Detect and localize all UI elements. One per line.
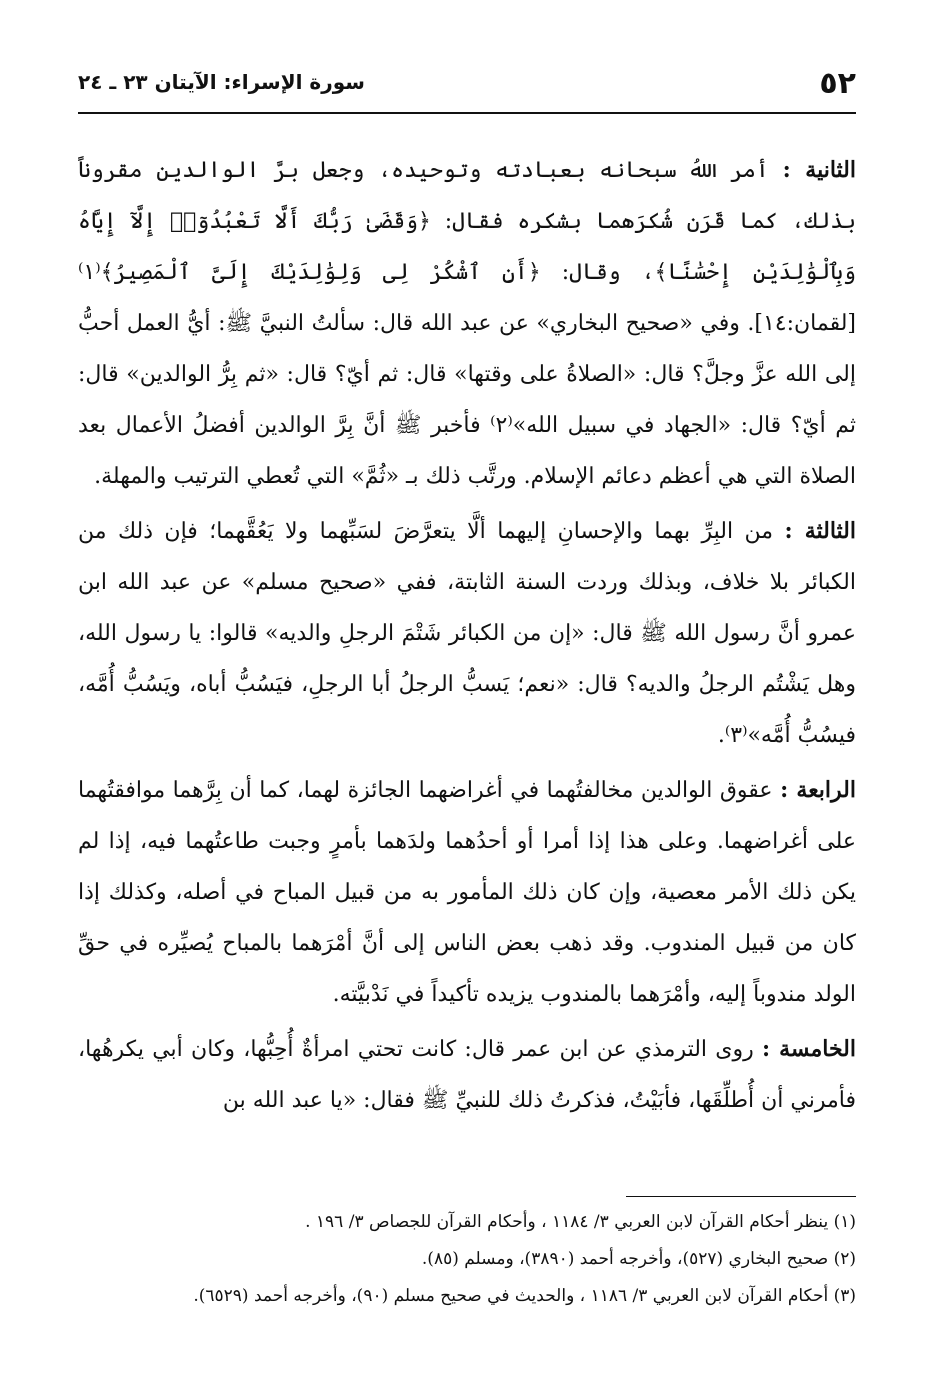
paragraph-second	[78, 145, 856, 502]
paragraph-lead: الخامسة :	[762, 1036, 856, 1062]
paragraph-text: أمر اللهُ سبحانه بعبادته وتوحيده، وجعل برَّ الوالدين مقروناً بذلك، كما قَرَن شُكرَهما بشكره فقال: ﴿وَقَضَىٰ رَبُّكَ أَلَّا تَعْبُدُوٓا۟ إِلَّآ إِيَّاهُ وَبِٱلْوَٰلِدَيْنِ إِحْسَٰنًا﴾، وقال: ﴿أَنِ ٱشْكُرْ لِى وَلِوَٰلِدَيْكَ إِلَىَّ ٱلْمَصِيرُ﴾⁽١⁾ [لقمان:١٤]. وفي «صحيح البخاري» عن عبد الله قال: سألتُ النبيَّ ﷺ: أيُّ العمل أحبُّ إلى الله عزَّ وجلَّ؟ قال: «الصلاةُ على وقتها» قال: ثم أيّ؟ قال: «ثم بِرُّ الوالدين» قال: ثم أيّ؟ قال: «الجهاد في سبيل الله»⁽٢⁾ فأخبر ﷺ أنَّ بِرَّ الوالدين أفضلُ الأعمال بعد الصلاة التي هي أعظم دعائم الإسلام. ورتَّب ذلك بـ «ثُمَّ» التي تُعطي الترتيب والمهلة.	[78, 158, 856, 489]
page-header	[78, 58, 856, 110]
header-rule	[78, 112, 856, 114]
paragraph-lead: الرابعة :	[780, 777, 856, 803]
footnote-1: (١) ينظر أحكام القرآن لابن العربي ٣/ ١١٨٤ ، وأحكام القرآن للجصاص ٣/ ١٩٦ .	[305, 1212, 856, 1232]
paragraph-fourth	[78, 765, 856, 1020]
paragraph-lead: الثانية :	[782, 157, 856, 183]
paragraph-third	[78, 506, 856, 761]
running-title: سورة الإسراء: الآيتان ٢٣ ـ ٢٤	[78, 70, 365, 94]
paragraph-text: روى الترمذي عن ابن عمر قال: كانت تحتي امرأةٌ أُحِبُّها، وكان أبي يكرهُها، فأمرني أن أُطلِّقَها، فأبَيْتُ، فذكرتُ ذلك للنبيِّ ﷺ فقال: «يا عبد الله بن	[78, 1037, 856, 1113]
page-number: ٥٢	[819, 66, 856, 101]
paragraph-text: عقوق الوالدين مخالفتُهما في أغراضهما الجائزة لهما، كما أن بِرَّهما موافقتُهما على أغراضهما. وعلى هذا إذا أمرا أو أحدُهما ولدَهما بأمرٍ وجبت طاعتُهما فيه، إذا لم يكن ذلك الأمر معصية، وإن كان ذلك المأمور به من قبيل المباح في أصله، وكذلك إذا كان من قبيل المندوب. وقد ذهب بعض الناس إلى أنَّ أمْرَهما بالمباح يُصيِّره في حقِّ الولد مندوباً إليه، وأمْرَهما بالمندوب يزيده تأكيداً في نَدْبيَّته.	[78, 778, 856, 1007]
footnote-3: (٣) أحكام القرآن لابن العربي ٣/ ١١٨٦ ، والحديث في صحيح مسلم (٩٠)، وأخرجه أحمد (٦٥٢٩).	[193, 1286, 856, 1306]
paragraph-lead: الثالثة :	[784, 518, 857, 544]
main-text	[78, 145, 856, 1130]
footnote-rule	[626, 1196, 856, 1197]
paragraph-text: من البِرِّ بهما والإحسانِ إليهما ألَّا يتعرَّضَ لسَبِّهما ولا يَعُقَّهما؛ فإن ذلك من الكبائر بلا خلاف، وبذلك وردت السنة الثابتة، ففي «صحيح مسلم» عن عبد الله ابن عمرو أنَّ رسول الله ﷺ قال: «إن من الكبائر شَتْمَ الرجلِ والديه» قالوا: يا رسول الله، وهل يَشْتُم الرجلُ والديه؟ قال: «نعم؛ يَسبُّ الرجلُ أبا الرجلِ، فيَسُبُّ أباه، ويَسُبُّ أُمَّه، فيسُبُّ أُمَّه»⁽٣⁾.	[78, 519, 856, 748]
paragraph-fifth	[78, 1024, 856, 1126]
footnote-2: (٢) صحيح البخاري (٥٢٧)، وأخرجه أحمد (٣٨٩٠)، ومسلم (٨٥).	[421, 1249, 856, 1269]
footnotes	[78, 1204, 856, 1315]
